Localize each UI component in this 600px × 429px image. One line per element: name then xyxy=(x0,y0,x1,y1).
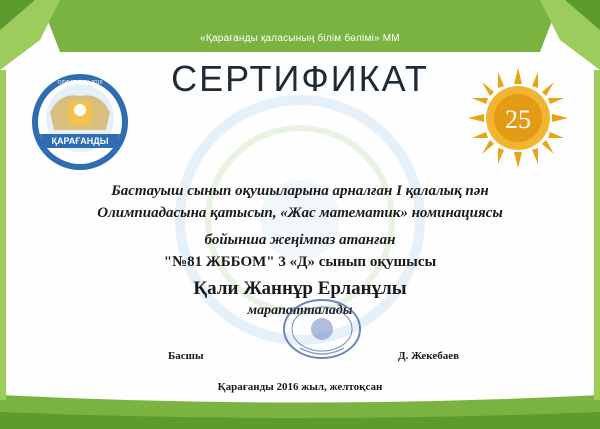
logo-city-text: ҚАРАҒАНДЫ xyxy=(51,136,109,146)
badge-number: 25 xyxy=(505,105,531,134)
body-line-2: Олимпиадасына қатысып, «Жас математик» номинациясы xyxy=(97,205,503,221)
anniversary-badge xyxy=(466,66,570,170)
recipient-name: Қали Жаннұр Ерланұлы xyxy=(193,278,407,299)
signature-label: Басшы xyxy=(168,350,204,362)
footer-location-date: Қарағанды 2016 жыл, желтоқсан xyxy=(217,381,383,393)
body-line-3: бойынша жеңімпаз атанған xyxy=(204,232,396,248)
official-seal xyxy=(282,298,362,360)
issuer-name: «Қарағанды қаласының білім бөлімі» ММ xyxy=(200,33,400,44)
signatory-name: Д. Жекебаев xyxy=(398,350,460,362)
awarded-text: марапатталады xyxy=(247,303,353,318)
body-line-1: Бастауыш сынып оқушыларына арналған І қалалық пән xyxy=(111,183,489,199)
logo-top-text: ОЛИМПИАДА-2016 xyxy=(57,80,103,86)
school-class: "№81 ЖББОМ" 3 «Д» сынып оқушысы xyxy=(163,254,437,270)
olympiad-logo xyxy=(30,72,130,172)
certificate-title: СЕРТИФИКАТ xyxy=(171,58,429,99)
